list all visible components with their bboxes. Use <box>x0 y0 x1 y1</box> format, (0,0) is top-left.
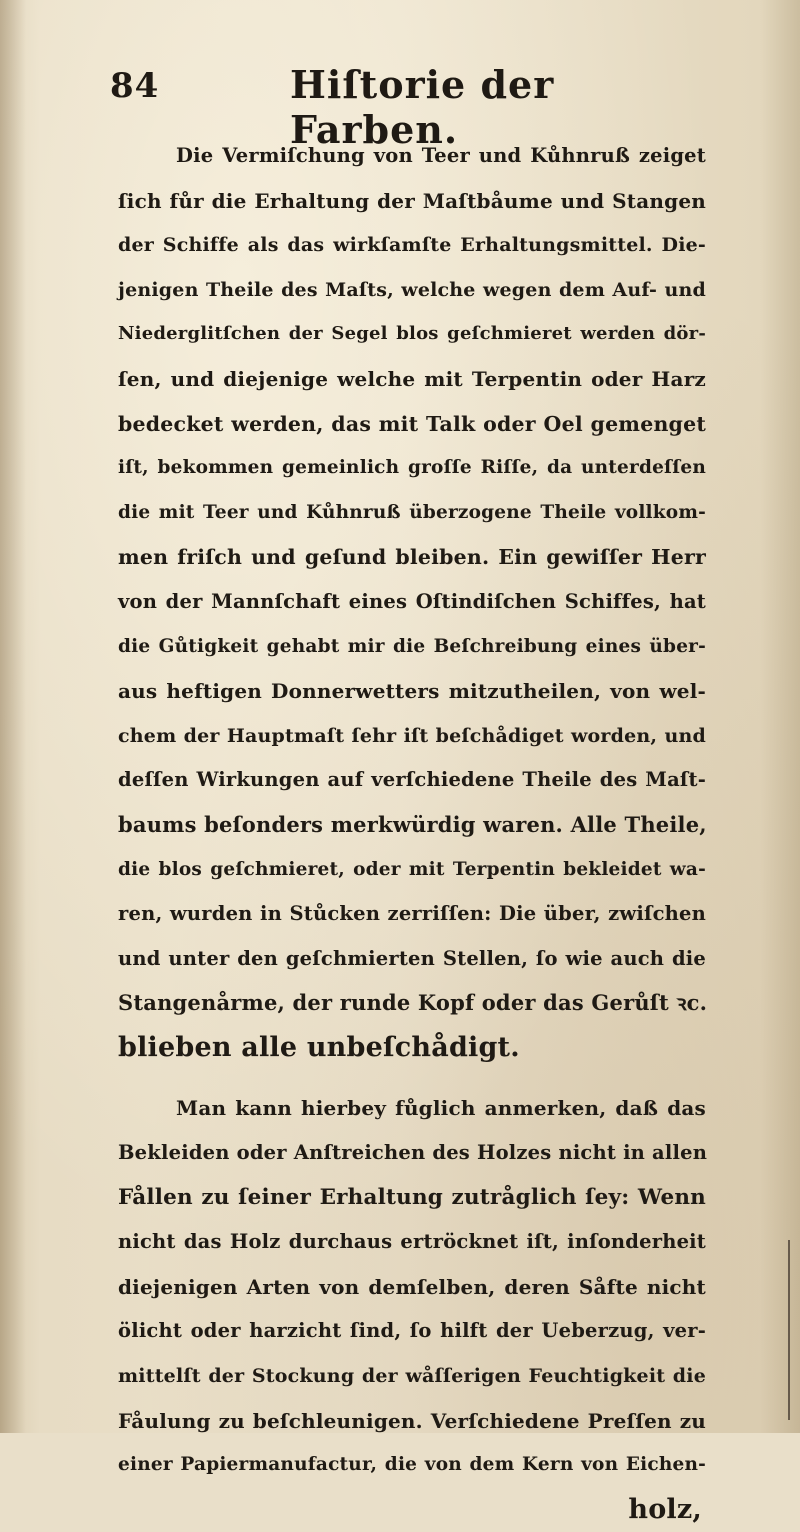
text-line: iſt, bekommen gemeinlich groſſe Riſſe, da unterdeſſen <box>118 457 706 479</box>
running-head: Hiſtorie der Farben. <box>290 62 555 152</box>
text-line: die mit Teer und Kůhnruß überzogene Theile vollkom- <box>118 501 706 523</box>
body-text <box>118 134 706 1532</box>
page-number: 84 <box>110 66 160 106</box>
text-line: und unter den geſchmierten Stellen, ſo wie auch die <box>118 946 706 970</box>
text-line: Bekleiden oder Anſtreichen des Holzes nicht in allen <box>118 1141 708 1165</box>
text-line: aus heftigen Donnerwetters mitzutheilen, von wel- <box>118 679 706 704</box>
page-header <box>110 62 690 152</box>
text-line: von der Mannſchaft eines Oſtindiſchen Schiffes, hat <box>118 589 706 613</box>
text-line: Stangenårme, der runde Kopf oder das Gerůſt ꝛc. <box>118 990 708 1016</box>
text-line: Niederglitſchen der Segel blos geſchmieret werden dör- <box>118 323 706 345</box>
catchword: holz, <box>628 1493 702 1525</box>
text-line: chem der Hauptmaſt ſehr iſt beſchådiget worden, und <box>118 724 706 747</box>
text-line: Fåulung zu beſchleunigen. Verſchiedene Preſſen zu <box>118 1408 706 1433</box>
text-line: nicht das Holz durchaus ertröcknet iſt, inſonderheit <box>118 1230 706 1254</box>
text-line: Man kann hierbey fůglich anmerken, daß das <box>176 1096 706 1121</box>
text-line: die Gůtigkeit gehabt mir die Beſchreibung eines über- <box>118 635 706 657</box>
text-line: ölicht oder harzicht ſind, ſo hilft der Ueberzug, ver- <box>118 1319 706 1343</box>
paragraph-1 <box>118 134 706 1070</box>
text-line: jenigen Theile des Maſts, welche wegen dem Auf- und <box>118 278 706 301</box>
text-line: ſich fůr die Erhaltung der Maſtbåume und Stangen <box>118 188 706 213</box>
text-line: die blos geſchmieret, oder mit Terpentin bekleidet wa- <box>118 858 706 880</box>
text-line: mittelſt der Stockung der wåſſerigen Feuchtigkeit die <box>118 1365 706 1388</box>
text-line: diejenigen Arten von demſelben, deren Såfte nicht <box>118 1274 706 1299</box>
text-line: Die Vermiſchung von Teer und Kůhnruß zeiget <box>176 144 706 167</box>
page-fold-shadow <box>0 0 26 1433</box>
text-line: men friſch und geſund bleiben. Ein gewiſſer Herr <box>118 545 706 570</box>
text-line: Fållen zu ſeiner Erhaltung zutråglich ſey: Wenn <box>118 1184 706 1210</box>
text-line: baums beſonders merkwürdig waren. Alle Theile, <box>118 811 707 837</box>
paragraph-gap <box>118 1070 706 1086</box>
text-line: einer Papiermanufactur, die von dem Kern von Eichen- <box>118 1454 706 1476</box>
text-line: blieben alle unbeſchådigt. <box>118 1031 520 1063</box>
text-line: bedecket werden, das mit Talk oder Oel gemenget <box>118 411 706 436</box>
text-line: ren, wurden in Stůcken zerriſſen: Die über, zwiſchen <box>118 902 706 926</box>
text-line: ſen, und diejenige welche mit Terpentin oder Harz <box>118 366 706 391</box>
text-line: deſſen Wirkungen auf verſchiedene Theile des Maſt- <box>118 768 706 792</box>
text-line: der Schiffe als das wirkſamſte Erhaltungsmittel. Die- <box>118 234 706 257</box>
paragraph-2 <box>118 1086 706 1487</box>
page-edge-mark <box>788 1240 790 1420</box>
